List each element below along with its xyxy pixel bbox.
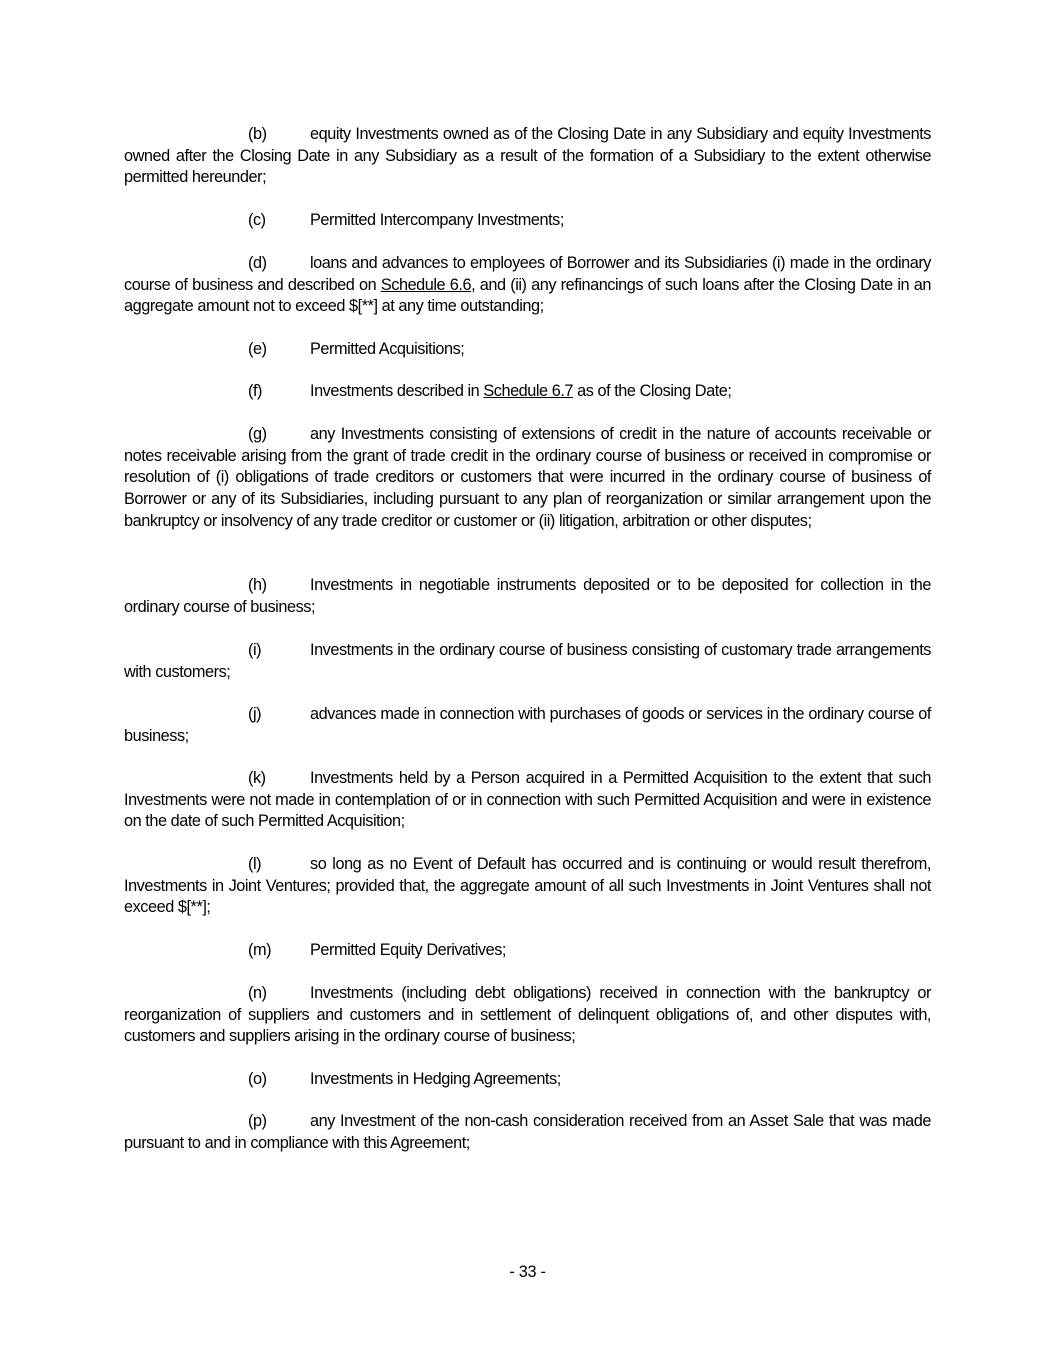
schedule-reference: Schedule 6.6: [380, 275, 472, 294]
clause-h: [124, 575, 931, 618]
clause-label: (m): [248, 941, 272, 959]
clause-text: equity Investments owned as of the Closing Date in any Subsidiary and equity Investments owned after the Closing Date in any Subsidiary as a result of the formation of a Subsidiary to the extent otherwise permitted hereunder;: [124, 125, 931, 187]
clause-text: Investments in the ordinary course of business consisting of customary trade arrangements with customers;: [124, 641, 931, 681]
clause-i: [124, 640, 931, 683]
clause-text: advances made in connection with purchases of goods or services in the ordinary course of business;: [124, 705, 931, 745]
clause-text: as of the Closing Date;: [573, 382, 732, 400]
clause-text: , and (ii) any refinancings of such loans after the Closing Date in an aggregate amount not to exceed $[**] at any time outstanding;: [124, 275, 932, 316]
clause-text: Investments in Hedging Agreements;: [310, 1070, 561, 1088]
clause-label: (l): [248, 855, 262, 873]
clause-g: [124, 424, 931, 533]
clause-label: (g): [248, 425, 267, 443]
clause-label: (b): [248, 125, 267, 143]
clause-n: [124, 983, 931, 1048]
clause-m: [124, 940, 931, 962]
clause-f: [124, 381, 931, 403]
clause-text: Permitted Acquisitions;: [310, 340, 465, 358]
clause-label: (e): [248, 340, 267, 358]
clause-text: Investments in negotiable instruments deposited or to be deposited for collection in the ordinary course of business;: [124, 576, 931, 616]
clause-label: (d): [248, 254, 267, 272]
clause-text: Permitted Equity Derivatives;: [310, 941, 506, 959]
page-number: - 33 -: [509, 1263, 546, 1281]
clause-label: (i): [248, 641, 262, 659]
clause-l: [124, 854, 931, 919]
clause-text: so long as no Event of Default has occurred and is continuing or would result therefrom, Investments in Joint Ventures; provided that, the aggregate amount of all such Investments in Joint Ventures shall not exceed $[**];: [124, 855, 931, 917]
clause-text: Investments held by a Person acquired in a Permitted Acquisition to the extent that such Investments were not made in contemplation of or in connection with such Permitted Acquisition and were in existence on the date of such Permitted Acquisition;: [124, 769, 931, 831]
clause-label: (f): [248, 382, 263, 400]
clause-label: (h): [248, 576, 267, 594]
clause-text: any Investments consisting of extensions of credit in the nature of accounts receivable or notes receivable arising from the grant of trade credit in the ordinary course of business or received in compromise or resolution of (i) obligations of trade creditors or customers that were incurred in the ordinary course of business of Borrower or any of its Subsidiaries, including pursuant to any plan of reorganization or similar arrangement upon the bankruptcy or insolvency of any trade creditor or customer or (ii) litigation, arbitration or other disputes;: [124, 425, 931, 530]
clause-b: [124, 124, 931, 189]
clause-c: [124, 210, 931, 232]
clause-text: any Investment of the non-cash consideration received from an Asset Sale that was made pursuant to and in compliance with this Agreement;: [124, 1112, 931, 1152]
clause-text: Permitted Intercompany Investments;: [310, 211, 564, 229]
clause-text: loans and advances to employees of Borrower and its Subsidiaries (i) made in the ordinary course of business and described on: [124, 254, 931, 294]
clause-e: [124, 339, 931, 361]
clause-label: (c): [248, 211, 266, 229]
clause-label: (o): [248, 1070, 267, 1088]
clause-o: [124, 1069, 931, 1091]
clause-label: (k): [248, 769, 266, 787]
clause-k: [124, 768, 931, 833]
clause-j: [124, 704, 931, 747]
clause-d: [124, 253, 931, 318]
clause-p: [124, 1111, 931, 1154]
clause-label: (j): [248, 705, 262, 723]
clause-label: (n): [248, 984, 267, 1002]
schedule-reference: Schedule 6.7: [483, 382, 574, 400]
clause-text: Investments (including debt obligations) received in connection with the bankruptcy or reorganization of suppliers and customers and in settlement of delinquent obligations of, and other disputes with, customers and suppliers arising in the ordinary course of business;: [124, 984, 931, 1046]
clause-label: (p): [248, 1112, 267, 1130]
clause-text: Investments described in: [310, 382, 484, 400]
